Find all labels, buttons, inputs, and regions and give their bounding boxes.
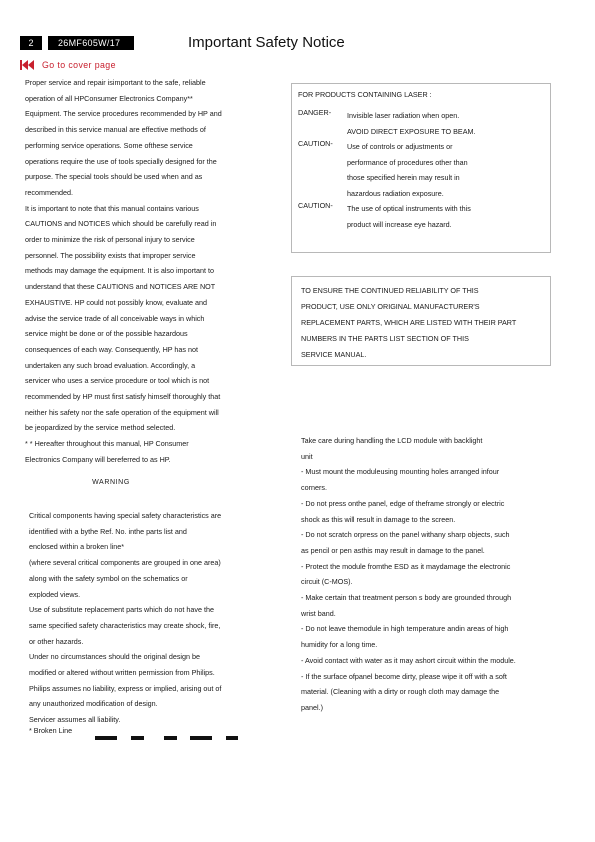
text-line: along with the safety symbol on the schematics or [29,573,188,583]
cover-link-label: Go to cover page [42,59,116,70]
text-line: EXHAUSTIVE. HP could not possibly know, evaluate and [25,297,208,307]
text-line: * * Hereafter throughout this manual, HP Consumer [25,439,189,449]
text-line: REPLACEMENT PARTS, WHICH ARE LISTED WITH THEIR PART [301,318,517,327]
text-line: recommended. [25,187,73,197]
text-line: CAUTIONS and NOTICES which should be carefully read in [25,219,217,229]
intro-section [25,75,270,468]
text-line: panel.) [301,702,323,712]
text-line: same specified safety characteristics may create shock, fire, [29,620,221,630]
text-line: any unauthorized modification of design. [29,699,158,709]
text-line: humidity for a long time. [301,640,378,650]
text-line: Electronics Company will bereferred to as HP. [25,454,171,464]
text-line: - Do not press onthe panel, edge of theframe strongly or electric [301,498,505,508]
text-line: order to minimize the risk of personal injury to service [25,235,195,245]
text-line: product will increase eye hazard. [347,219,452,229]
text-line: or other hazards. [29,636,84,646]
warning-heading: WARNING [92,479,130,486]
text-line: Equipment. The service procedures recommended by HP and [25,109,222,119]
text-line: - Do not leave themodule in high temperature andin areas of high [301,624,509,634]
text-line: unit [301,451,313,461]
lcd-handling-section [301,433,551,716]
text-line: (where several critical components are grouped in one area) [29,558,221,568]
text-line: Use of substitute replacement parts which do not have the [29,605,214,615]
text-line: - Must mount the moduleusing mounting holes arranged infour [301,467,500,477]
text-line: circuit (C-MOS). [301,577,353,587]
warning-section [29,508,274,728]
text-line: described in this service manual are effective methods of [25,125,206,135]
page-title: Important Safety Notice [188,34,345,51]
skip-back-icon [20,60,34,70]
text-line: - Protect the module fromthe ESD as it maydamage the electronic [301,561,511,571]
text-line: neither his safety nor the safe operation of the equipment will [25,407,219,417]
text-line: corners. [301,483,327,493]
text-line: NUMBERS IN THE PARTS LIST SECTION OF THIS [301,334,469,343]
text-line: advise the service trade of all conceivable ways in which [25,313,205,323]
laser-row-label: CAUTION- [298,201,333,210]
text-line: operations require the use of tools specially designed for the [25,156,217,166]
reliability-notice-box [291,276,551,366]
text-line: - Avoid contact with water as it may ashort circuit within the module. [301,655,516,665]
text-line: It is important to note that this manual contains various [25,203,199,213]
go-to-cover-link[interactable] [20,58,116,71]
text-line: TO ENSURE THE CONTINUED RELIABILITY OF THIS [301,286,479,295]
text-line: service might be done or of the possible hazardous [25,329,188,339]
text-line: be jeopardized by the service method selected. [25,423,176,433]
text-line: methods may damage the equipment. It is also important to [25,266,214,276]
text-line: AVOID DIRECT EXPOSURE TO BEAM. [347,126,476,136]
text-line: consequences of each way. Consequently, HP has not [25,344,199,354]
text-line: undertaken any such broad evaluation. Accordingly, a [25,360,196,370]
text-line: operation of all HPConsumer Electronics Company** [25,93,193,103]
text-line: shock as this will result in damage to the screen. [301,514,456,524]
text-line: - Make certain that treatment person s body are grounded through [301,593,512,603]
text-line: PRODUCT, USE ONLY ORIGINAL MANUFACTURER'S [301,302,480,311]
broken-line-symbol [95,736,245,740]
laser-row-label: DANGER- [298,108,332,117]
text-line: Servicer assumes all liability. [29,715,121,725]
text-line: Critical components having special safety characteristics are [29,511,222,520]
text-line: recommended by HP must first satisfy himself thoroughly that [25,392,221,402]
text-line: SERVICE MANUAL. [301,350,367,359]
text-line: material. (Cleaning with a dirty or rough cloth may damage the [301,687,500,697]
model-number: 26MF605W/17 [48,36,134,50]
text-line: Take care during handling the LCD module with backlight [301,436,483,445]
text-line: Philips assumes no liability, express or implied, arising out of [29,683,222,693]
text-line: Proper service and repair isimportant to the safe, reliable [25,78,206,87]
laser-row-label: CAUTION- [298,139,333,148]
text-line: Use of controls or adjustments or [347,142,453,151]
broken-line-label: * Broken Line [29,726,73,735]
text-line: hazardous radiation exposure. [347,189,444,199]
text-line: those specified herein may result in [347,173,460,183]
text-line: Under no circumstances should the original design be [29,652,201,662]
text-line: - If the surface ofpanel become dirty, please wipe it off with a soft [301,671,507,681]
text-line: The use of optical instruments with this [347,204,471,213]
text-line: performance of procedures other than [347,157,468,167]
laser-notice-box [291,83,551,253]
text-line: identified with a bythe Ref. No. inthe parts list and [29,526,187,536]
text-line: as pencil or pen asthis may result in damage to the panel. [301,545,485,555]
text-line: performing service operations. Some ofthese service [25,140,193,150]
text-line: understand that these CAUTIONS and NOTICES ARE NOT [25,282,216,292]
laser-heading: FOR PRODUCTS CONTAINING LASER : [298,90,432,99]
text-line: modified or altered without written permission from Philips. [29,668,215,678]
text-line: enclosed within a broken line* [29,542,125,552]
text-line: wrist band. [301,608,336,618]
text-line: - Do not scratch orpress on the panel withany sharp objects, such [301,530,510,540]
text-line: Invisible laser radiation when open. [347,111,460,120]
text-line: servicer who uses a service procedure or tool which is not [25,376,210,386]
text-line: purpose. The special tools should be used when and as [25,172,203,182]
text-line: exploded views. [29,589,81,599]
text-line: personnel. The possibility exists that improper service [25,250,196,260]
page-number: 2 [20,36,42,50]
